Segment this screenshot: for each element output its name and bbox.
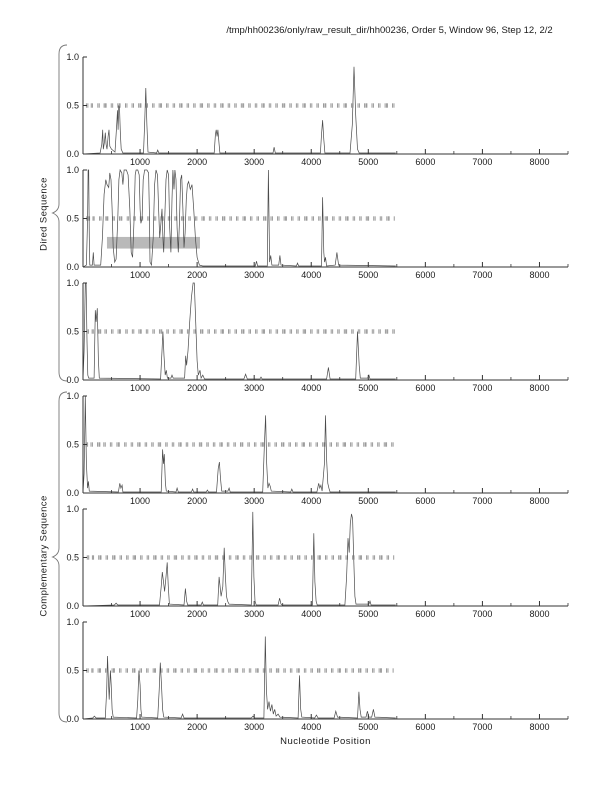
y-tick-label: 1.0 (66, 617, 79, 627)
x-tick-label: 2000 (187, 270, 208, 280)
x-tick-label: 4000 (301, 270, 322, 280)
y-tick-label: 0.0 (66, 714, 79, 724)
y-tick-label: 1.0 (66, 504, 79, 514)
y-tick-label: 0.5 (66, 665, 79, 676)
y-tick-label: 1.0 (66, 278, 79, 288)
x-tick-label: 1000 (130, 383, 151, 393)
x-tick-label: 8000 (529, 722, 550, 732)
x-tick-label: 8000 (529, 157, 550, 167)
y-tick-label: 0.5 (66, 100, 79, 111)
complementary-sequence-group-label: Complementary Sequence (38, 495, 50, 617)
y-tick-label: 0.0 (66, 375, 79, 385)
x-tick-label: 6000 (415, 609, 436, 619)
x-tick-label: 1000 (130, 722, 151, 732)
x-tick-label: 3000 (244, 609, 265, 619)
x-tick-label: 3000 (244, 383, 265, 393)
x-tick-label: 4000 (301, 383, 322, 393)
x-tick-label: 5000 (358, 157, 379, 167)
x-tick-label: 3000 (244, 722, 265, 732)
x-tick-label: 8000 (529, 496, 550, 506)
x-tick-label: 3000 (244, 157, 265, 167)
x-tick-label: 6000 (415, 383, 436, 393)
x-tick-label: 4000 (301, 157, 322, 167)
x-tick-label: 2000 (187, 157, 208, 167)
x-tick-label: 6000 (415, 722, 436, 732)
y-tick-label: 0.5 (66, 326, 79, 337)
direct-sequence-group-label: Dired Sequence (38, 177, 50, 251)
x-tick-label: 7000 (472, 157, 493, 167)
x-tick-label: 6000 (415, 157, 436, 167)
x-axis-label: Nucleotide Position (280, 736, 371, 747)
x-tick-label: 7000 (472, 609, 493, 619)
x-tick-label: 5000 (358, 496, 379, 506)
y-tick-label: 0.5 (66, 552, 79, 563)
x-tick-label: 7000 (472, 383, 493, 393)
y-tick-label: 0.0 (66, 601, 79, 611)
y-tick-label: 1.0 (66, 165, 79, 175)
x-tick-label: 5000 (358, 383, 379, 393)
probability-curve (83, 512, 396, 606)
x-tick-label: 1000 (130, 157, 151, 167)
x-tick-label: 3000 (244, 270, 265, 280)
x-tick-label: 8000 (529, 609, 550, 619)
x-tick-label: 1000 (130, 496, 151, 506)
x-tick-label: 5000 (358, 270, 379, 280)
y-tick-label: 1.0 (66, 52, 79, 62)
x-tick-label: 7000 (472, 270, 493, 280)
group-brace (53, 45, 68, 381)
y-tick-label: 1.0 (66, 391, 79, 401)
y-tick-label: 0.5 (66, 439, 79, 450)
x-tick-label: 4000 (301, 609, 322, 619)
x-tick-label: 6000 (415, 270, 436, 280)
group-brace (53, 392, 68, 722)
probability-curve (83, 170, 396, 267)
x-tick-label: 5000 (358, 609, 379, 619)
x-tick-label: 7000 (472, 722, 493, 732)
x-tick-label: 8000 (529, 270, 550, 280)
x-tick-label: 2000 (187, 496, 208, 506)
x-tick-label: 3000 (244, 496, 265, 506)
x-tick-label: 2000 (187, 722, 208, 732)
plot-title: /tmp/hh00236/only/raw_result_dir/hh00236, Order 5, Window 96, Step 12, 2/2 (226, 25, 553, 36)
probability-curve (83, 283, 396, 380)
x-tick-label: 2000 (187, 609, 208, 619)
probability-curve (83, 637, 396, 720)
y-tick-label: 0.0 (66, 262, 79, 272)
x-tick-label: 8000 (529, 383, 550, 393)
x-tick-label: 1000 (130, 609, 151, 619)
x-tick-label: 2000 (187, 383, 208, 393)
probability-curve (83, 396, 396, 493)
x-tick-label: 4000 (301, 722, 322, 732)
x-tick-label: 5000 (358, 722, 379, 732)
probability-curve (83, 67, 396, 154)
x-tick-label: 1000 (130, 270, 151, 280)
x-tick-label: 7000 (472, 496, 493, 506)
y-tick-label: 0.0 (66, 149, 79, 159)
x-tick-label: 6000 (415, 496, 436, 506)
y-tick-label: 0.0 (66, 488, 79, 498)
x-tick-label: 4000 (301, 496, 322, 506)
y-tick-label: 0.5 (66, 213, 79, 224)
